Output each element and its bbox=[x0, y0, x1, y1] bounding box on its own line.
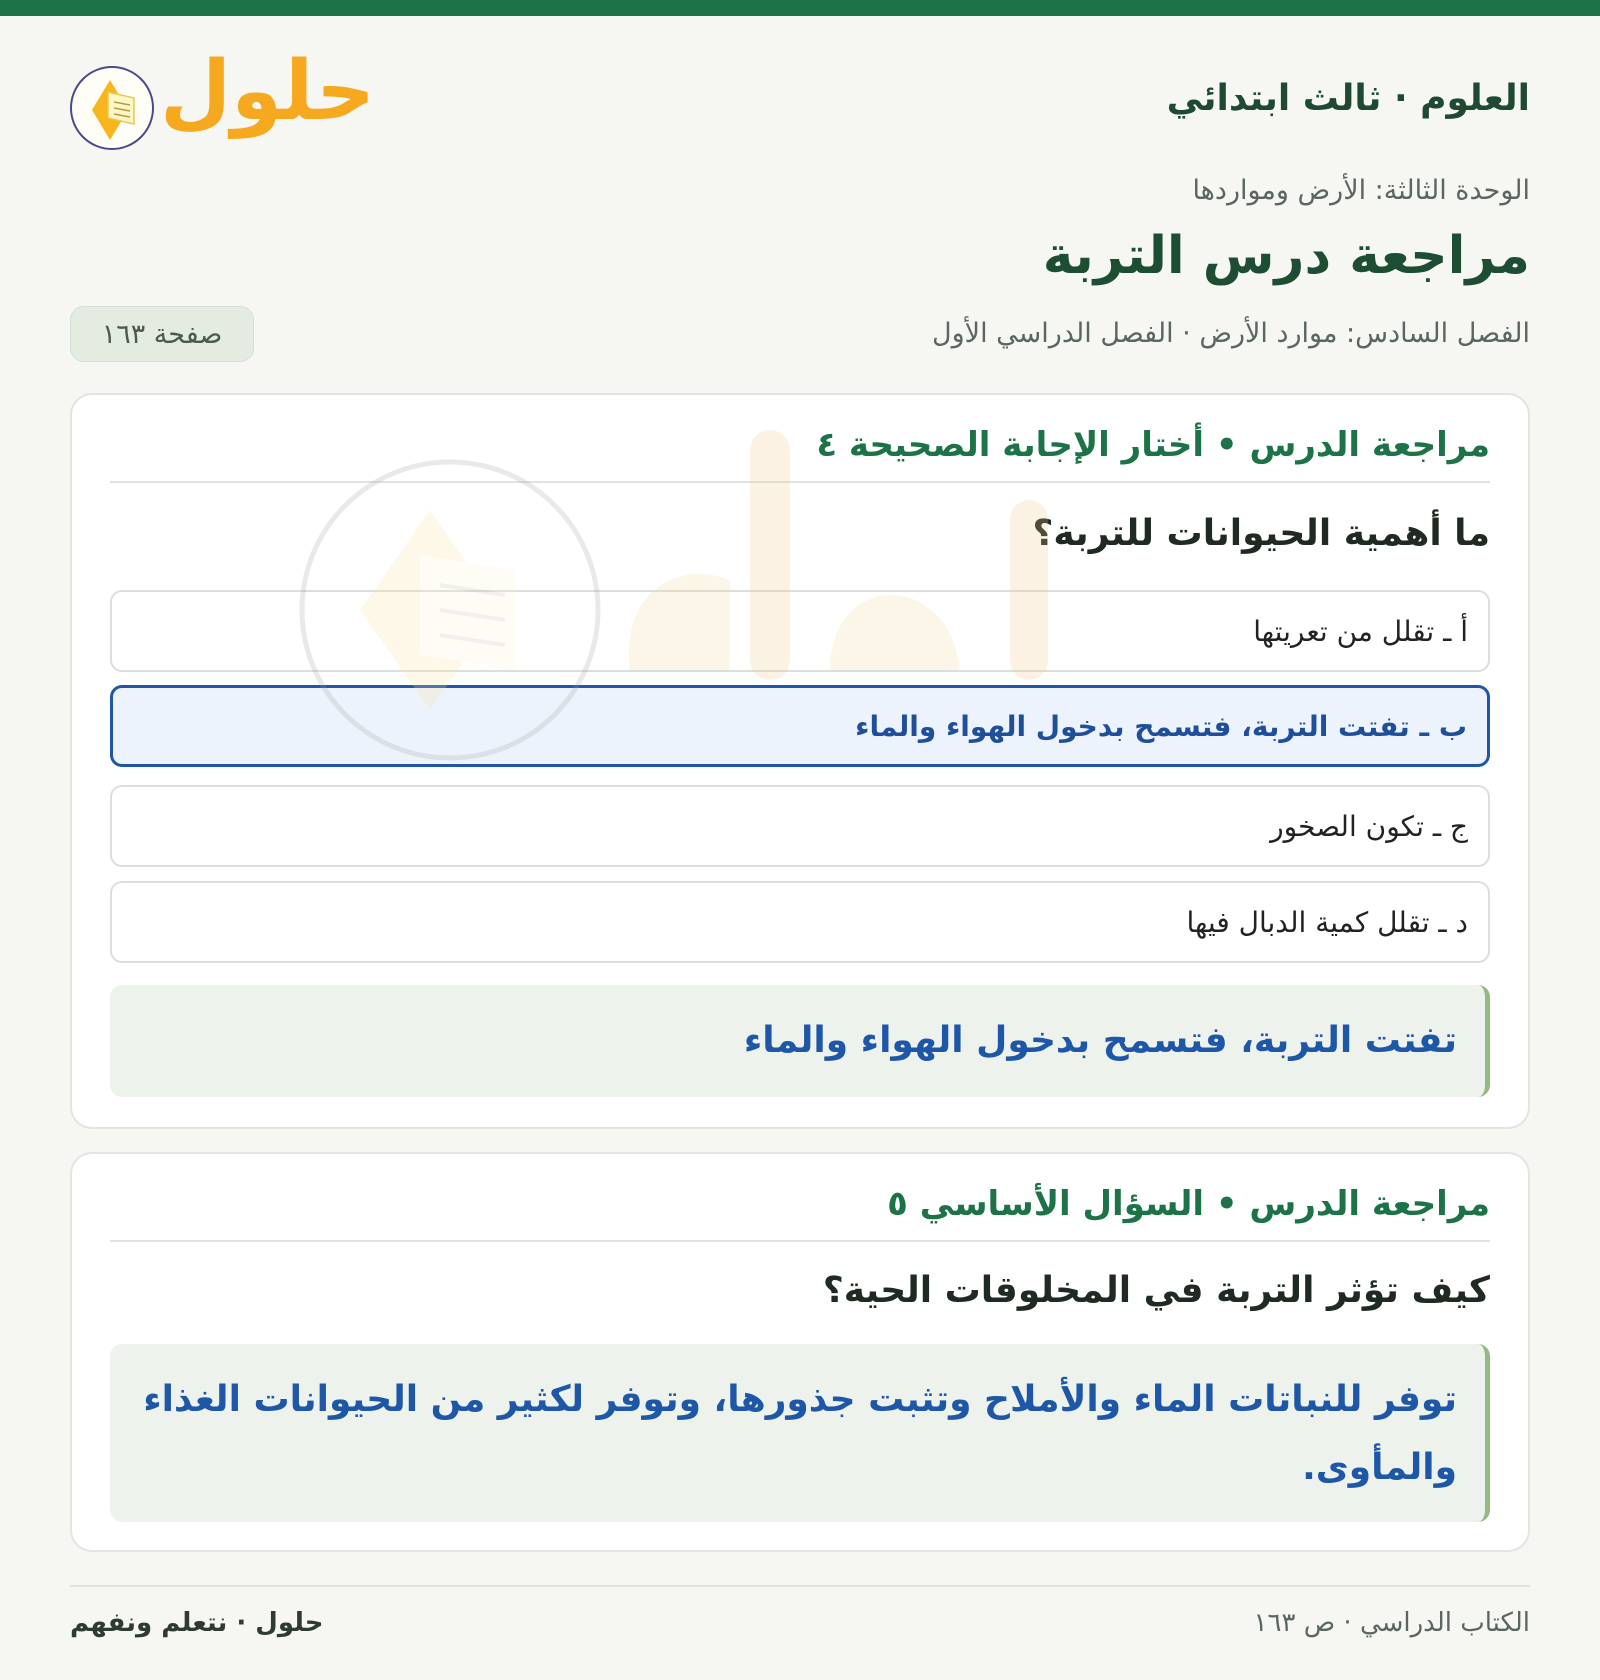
card-heading: مراجعة الدرس • أختار الإجابة الصحيحة ٤ bbox=[110, 425, 1490, 483]
logo-wordmark: حلول bbox=[160, 44, 376, 139]
question-text: كيف تؤثر التربة في المخلوقات الحية؟ bbox=[822, 1270, 1490, 1311]
chapter-label: الفصل السادس: موارد الأرض · الفصل الدراسي الأول bbox=[932, 318, 1530, 349]
site-logo[interactable] bbox=[70, 44, 376, 155]
option-d[interactable]: د ـ تقلل كمية الدبال فيها bbox=[110, 881, 1490, 963]
footer-brand[interactable]: حلول · نتعلم ونفهم bbox=[70, 1608, 324, 1638]
footer-divider bbox=[70, 1585, 1530, 1587]
answer-text: تفتت التربة، فتسمح بدخول الهواء والماء bbox=[743, 1020, 1457, 1061]
question-card-2 bbox=[70, 1152, 1530, 1552]
unit-label: الوحدة الثالثة: الأرض ومواردها bbox=[1192, 175, 1530, 206]
option-a[interactable]: أ ـ تقلل من تعريتها bbox=[110, 590, 1490, 672]
book-icon bbox=[70, 66, 154, 150]
footer-book-reference: الكتاب الدراسي · ص ١٦٣ bbox=[1253, 1608, 1530, 1638]
top-accent-bar bbox=[0, 0, 1600, 16]
subject-title: العلوم · ثالث ابتدائي bbox=[1166, 78, 1530, 119]
page-header bbox=[70, 44, 1530, 155]
answer-box: توفر للنباتات الماء والأملاح وتثبت جذورها، وتوفر لكثير من الحيوانات الغذاء والمأوى. bbox=[110, 1344, 1490, 1522]
answer-box bbox=[110, 985, 1490, 1097]
option-c[interactable]: ج ـ تكون الصخور bbox=[110, 785, 1490, 867]
lesson-title: مراجعة درس التربة bbox=[1042, 226, 1530, 286]
card-heading: مراجعة الدرس • السؤال الأساسي ٥ bbox=[110, 1184, 1490, 1242]
question-text: ما أهمية الحيوانات للتربة؟ bbox=[1032, 513, 1490, 554]
question-card-1 bbox=[70, 393, 1530, 1129]
option-b-selected[interactable]: ب ـ تفتت التربة، فتسمح بدخول الهواء والماء bbox=[110, 685, 1490, 767]
page-badge: صفحة ١٦٣ bbox=[70, 306, 254, 362]
